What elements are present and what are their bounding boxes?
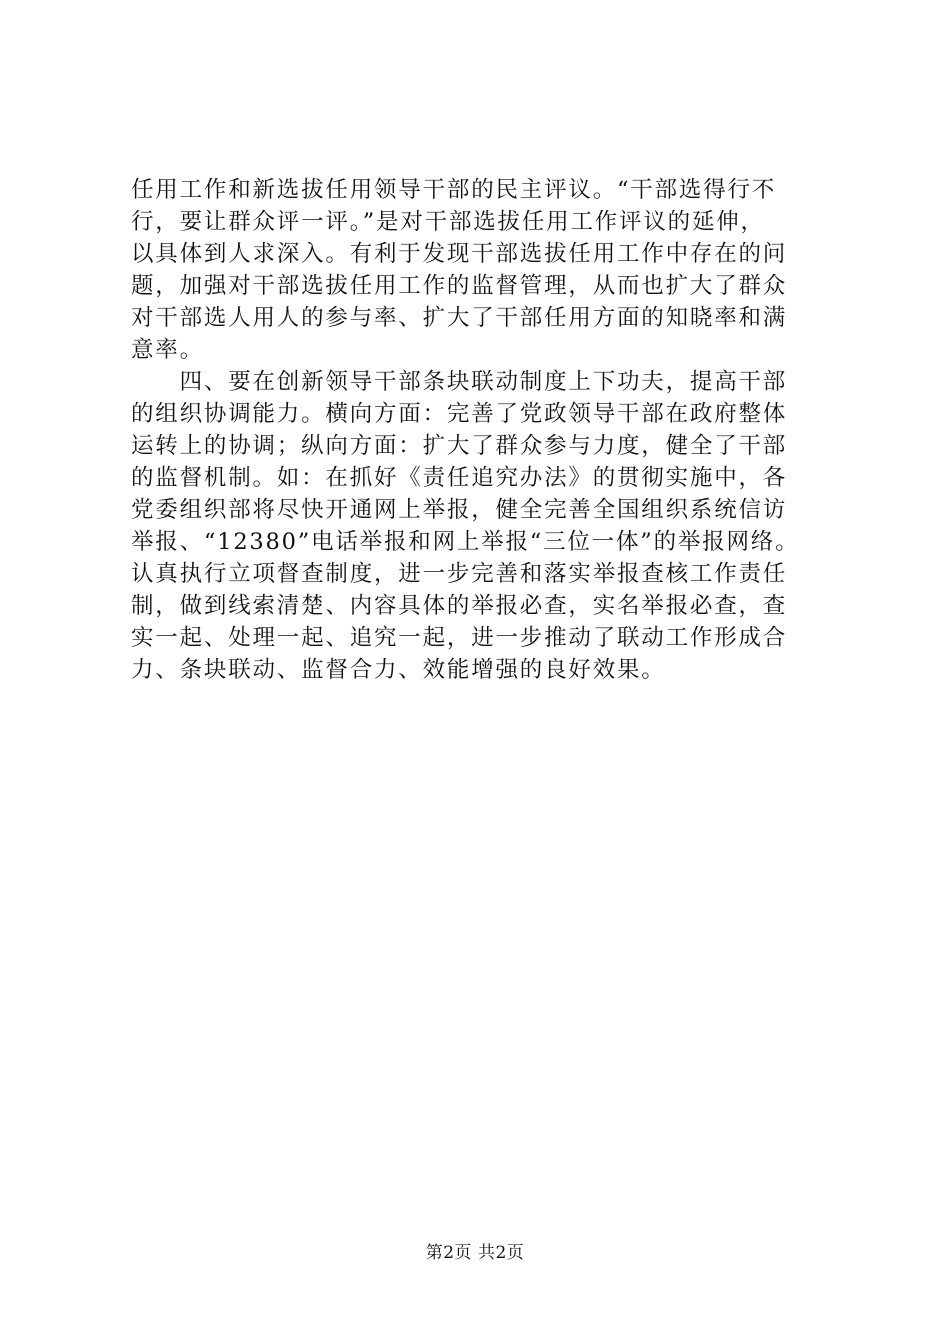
text-line: 的组织协调能力。横向方面：完善了党政领导干部在政府整体 [131,401,788,427]
text-line: 意率。 [131,337,204,363]
text-line: 任用工作和新选拔任用领导干部的民主评议。“干部选得行不 [131,177,777,203]
text-line: 举报、“12380”电话举报和网上举报“三位一体”的举报网络。 [131,529,800,555]
text-line: 对干部选人用人的参与率、扩大了干部任用方面的知晓率和满 [131,305,788,331]
text-line: 认真执行立项督查制度，进一步完善和落实举报查核工作责任 [131,561,788,587]
text-line: 以具体到人求深入。有利于发现干部选拔任用工作中存在的问 [131,241,788,267]
text-line: 四、要在创新领导干部条块联动制度上下功夫，提高干部 [131,369,788,395]
text-line: 实一起、处理一起、追究一起，进一步推动了联动工作形成合 [131,625,788,651]
text-line: 党委组织部将尽快开通网上举报，健全完善全国组织系统信访 [131,497,788,523]
text-line: 制，做到线索清楚、内容具体的举报必查，实名举报必查，查 [131,593,788,619]
text-line: 运转上的协调；纵向方面：扩大了群众参与力度，健全了干部 [131,433,788,459]
text-line: 的监督机制。如：在抓好《责任追究办法》的贯彻实施中，各 [131,465,788,491]
text-line: 题，加强对干部选拔任用工作的监督管理，从而也扩大了群众 [131,273,788,299]
page-footer [0,1241,950,1265]
body-text [131,174,831,686]
page-indicator: 第2页 共2页 [425,1243,525,1263]
text-line: 行，要让群众评一评。”是对干部选拔任用工作评议的延伸， [131,209,765,235]
text-line: 力、条块联动、监督合力、效能增强的良好效果。 [131,657,666,683]
